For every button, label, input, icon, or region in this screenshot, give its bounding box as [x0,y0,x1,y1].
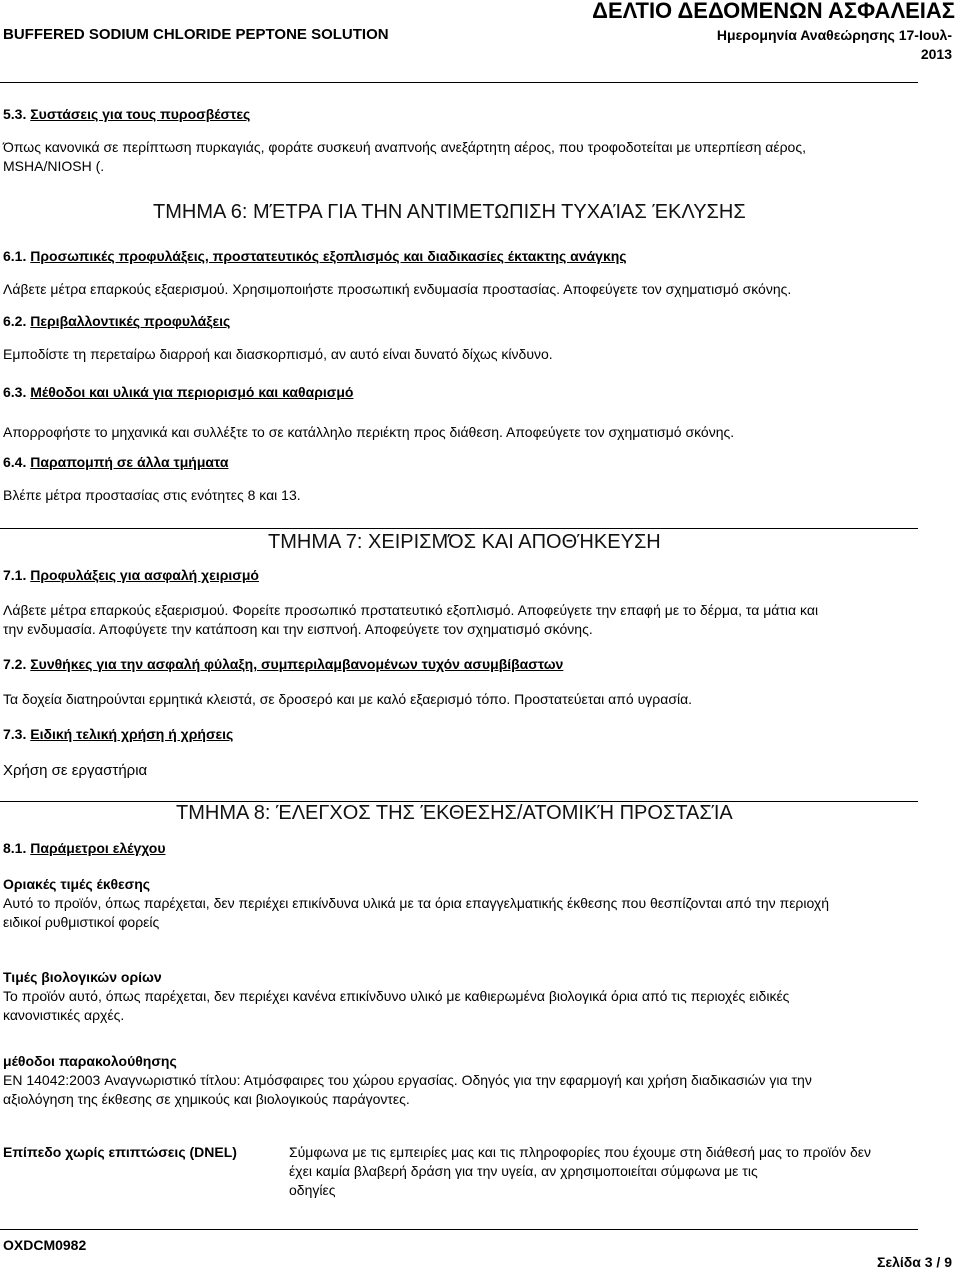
subsection-title: Μέθοδοι και υλικά για περιορισμό και καθαρισμό [30,384,354,400]
subsection-number: 6.2. [3,313,27,329]
text-line: Απορροφήστε το μηχανικά και συλλέξτε το σε κατάλληλο περιέκτη προς διάθεση. Αποφεύγετε τον σχηματισμό σκόνης. [3,424,735,440]
subsection-number: 6.4. [3,454,27,470]
subsection-heading-7-1 [3,566,259,585]
revision-date [717,26,952,64]
subsection-number: 5.3. [3,106,27,122]
text-line: Εμποδίστε τη περεταίρω διαρροή και διασκορπισμό, αν αυτό είναι δυνατό δίχως κίνδυνο. [3,346,553,362]
subsection-text-6-3 [3,423,953,442]
text-line: EN 14042:2003 Αναγνωριστικό τίτλου: Ατμόσφαιρες του χώρου εργασίας. Οδηγός για την εφαρμογή και χρήση διαδικασιών για την [3,1072,812,1088]
subsection-number: 6.3. [3,384,27,400]
section-7-title: ΤΜΗΜΑ 7: ΧΕΙΡΙΣΜΌΣ ΚΑΙ ΑΠΟΘΉΚΕΥΣΗ [268,531,661,553]
subsection-number: 6.1. [3,248,27,264]
text-line: ειδικοί ρυθμιστικοί φορείς [3,914,160,930]
section-7-divider [0,528,918,529]
subsection-text-7-1 [3,601,953,639]
section-6-title: ΤΜΗΜΑ 6: ΜΈΤΡΑ ΓΙΑ ΤΗΝ ΑΝΤΙΜΕΤΩΠΙΣΗ ΤΥΧΑΊΑΣ ΈΚΛΥΣΗΣ [153,201,746,223]
dnel-text [289,1143,954,1200]
text-line: αξιολόγηση της έκθεσης σε χημικούς και βιολογικούς παράγοντες. [3,1091,410,1107]
subsection-text-7-2 [3,690,953,709]
subsection-heading-7-2 [3,655,563,674]
subsection-title: Παράμετροι ελέγχου [30,840,166,856]
exposure-limits-text [3,894,953,932]
subsection-number: 7.3. [3,726,27,742]
text-line: Τα δοχεία διατηρούνται ερμητικά κλειστά, σε δροσερό και με καλό εξαερισμό τόπο. Προστατεύεται από υγρασία. [3,691,693,707]
revision-date-line: Ημερομηνία Αναθεώρησης 17-Ιουλ- [716,27,952,43]
text-line: Λάβετε μέτρα επαρκούς εξαερισμού. Χρησιμοποιήστε προσωπική ενδυμασία προστασίας. Αποφεύγετε τον σχηματισμό σκόνης. [3,281,792,297]
subsection-text-6-1 [3,280,953,299]
subsection-heading-8-1 [3,839,166,858]
text-line: την ενδυμασία. Αποφύγετε την κατάποση και την εισπνοή. Αποφεύγετε τον σχηματισμό σκόνης. [3,621,593,637]
subsection-heading-6-4 [3,453,228,472]
subsection-title: Συνθήκες για την ασφαλή φύλαξη, συμπεριλαμβανομένων τυχόν ασυμβίβαστων [30,656,564,672]
text-line: MSHA/NIOSH (. [3,158,105,174]
subsection-title: Συστάσεις για τους πυροσβέστες [30,106,251,122]
section-8-title: ΤΜΗΜΑ 8: ΈΛΕΓΧΟΣ ΤΗΣ ΈΚΘΕΣΗΣ/ΑΤΟΜΙΚΉ ΠΡΟΣΤΑΣΊΑ [176,802,733,824]
subsection-text-5-3 [3,138,953,176]
text-line: κανονιστικές αρχές. [3,1007,125,1023]
subsection-heading-6-2 [3,312,230,331]
subsection-text-6-4 [3,486,953,505]
biological-limits-label: Τιμές βιολογικών ορίων [3,969,162,985]
subsection-title: Ειδική τελική χρήση ή χρήσεις [30,726,234,742]
document-code: OXDCM0982 [3,1237,87,1253]
text-line: Λάβετε μέτρα επαρκούς εξαερισμού. Φορείτε προσωπικό πρστατευτικό εξοπλισμό. Αποφεύγετε την επαφή με το δέρμα, τα μάτια και [3,602,819,618]
subsection-heading-6-1 [3,247,627,266]
text-line: έχει καμία βλαβερή δράση για την υγεία, αν χρησιμοποιείται σύμφωνα με τις [289,1163,758,1179]
header-divider [0,82,918,83]
page-number: Σελίδα 3 / 9 [877,1254,952,1269]
dnel-label: Επίπεδο χωρίς επιπτώσεις (DNEL) [3,1144,237,1160]
text-line: οδηγίες [289,1182,336,1198]
text-line: Αυτό το προϊόν, όπως παρέχεται, δεν περιέχει επικίνδυνα υλικά με τα όρια επαγγελματικής έκθεσης που θεσπίζονται από την περιοχή [3,895,830,911]
footer-divider [0,1229,918,1230]
subsection-heading-5-3 [3,105,250,124]
subsection-title: Προφυλάξεις για ασφαλή χειρισμό [30,567,259,583]
monitoring-methods-text [3,1071,953,1109]
subsection-text-6-2 [3,345,953,364]
document-title: ΔΕΛΤΙΟ ΔΕΔΟΜΕΝΩΝ ΑΣΦΑΛΕΙΑΣ [592,0,955,23]
text-line: Χρήση σε εργαστήρια [3,762,148,779]
revision-date-line: 2013 [920,46,952,62]
subsection-title: Παραπομπή σε άλλα τμήματα [30,454,229,470]
monitoring-methods-label: μέθοδοι παρακολούθησης [3,1053,177,1069]
biological-limits-text [3,987,953,1025]
subsection-heading-6-3 [3,383,353,402]
product-name: BUFFERED SODIUM CHLORIDE PEPTONE SOLUTION [3,26,389,43]
subsection-number: 8.1. [3,840,27,856]
subsection-text-7-3 [3,761,953,781]
text-line: Όπως κανονικά σε περίπτωση πυρκαγιάς, φοράτε συσκευή αναπνοής ανεξάρτητη αέρος, που τροφοδοτείται με υπερπίεση αέρος, [3,139,806,155]
subsection-heading-7-3 [3,725,233,744]
subsection-number: 7.1. [3,567,27,583]
exposure-limits-label: Οριακές τιμές έκθεσης [3,876,151,892]
text-line: Βλέπε μέτρα προστασίας στις ενότητες 8 και 13. [3,487,301,503]
subsection-title: Προσωπικές προφυλάξεις, προστατευτικός εξοπλισμός και διαδικασίες έκτακτης ανάγκης [30,248,627,264]
text-line: Σύμφωνα με τις εμπειρίες μας και τις πληροφορίες που έχουμε στη διάθεσή μας το προϊόν δεν [289,1144,871,1160]
subsection-title: Περιβαλλοντικές προφυλάξεις [30,313,231,329]
subsection-number: 7.2. [3,656,27,672]
text-line: Το προϊόν αυτό, όπως παρέχεται, δεν περιέχει κανένα επικίνδυνο υλικό με καθιερωμένα βιολογικά όρια από τις περιοχές ειδικές [3,988,790,1004]
